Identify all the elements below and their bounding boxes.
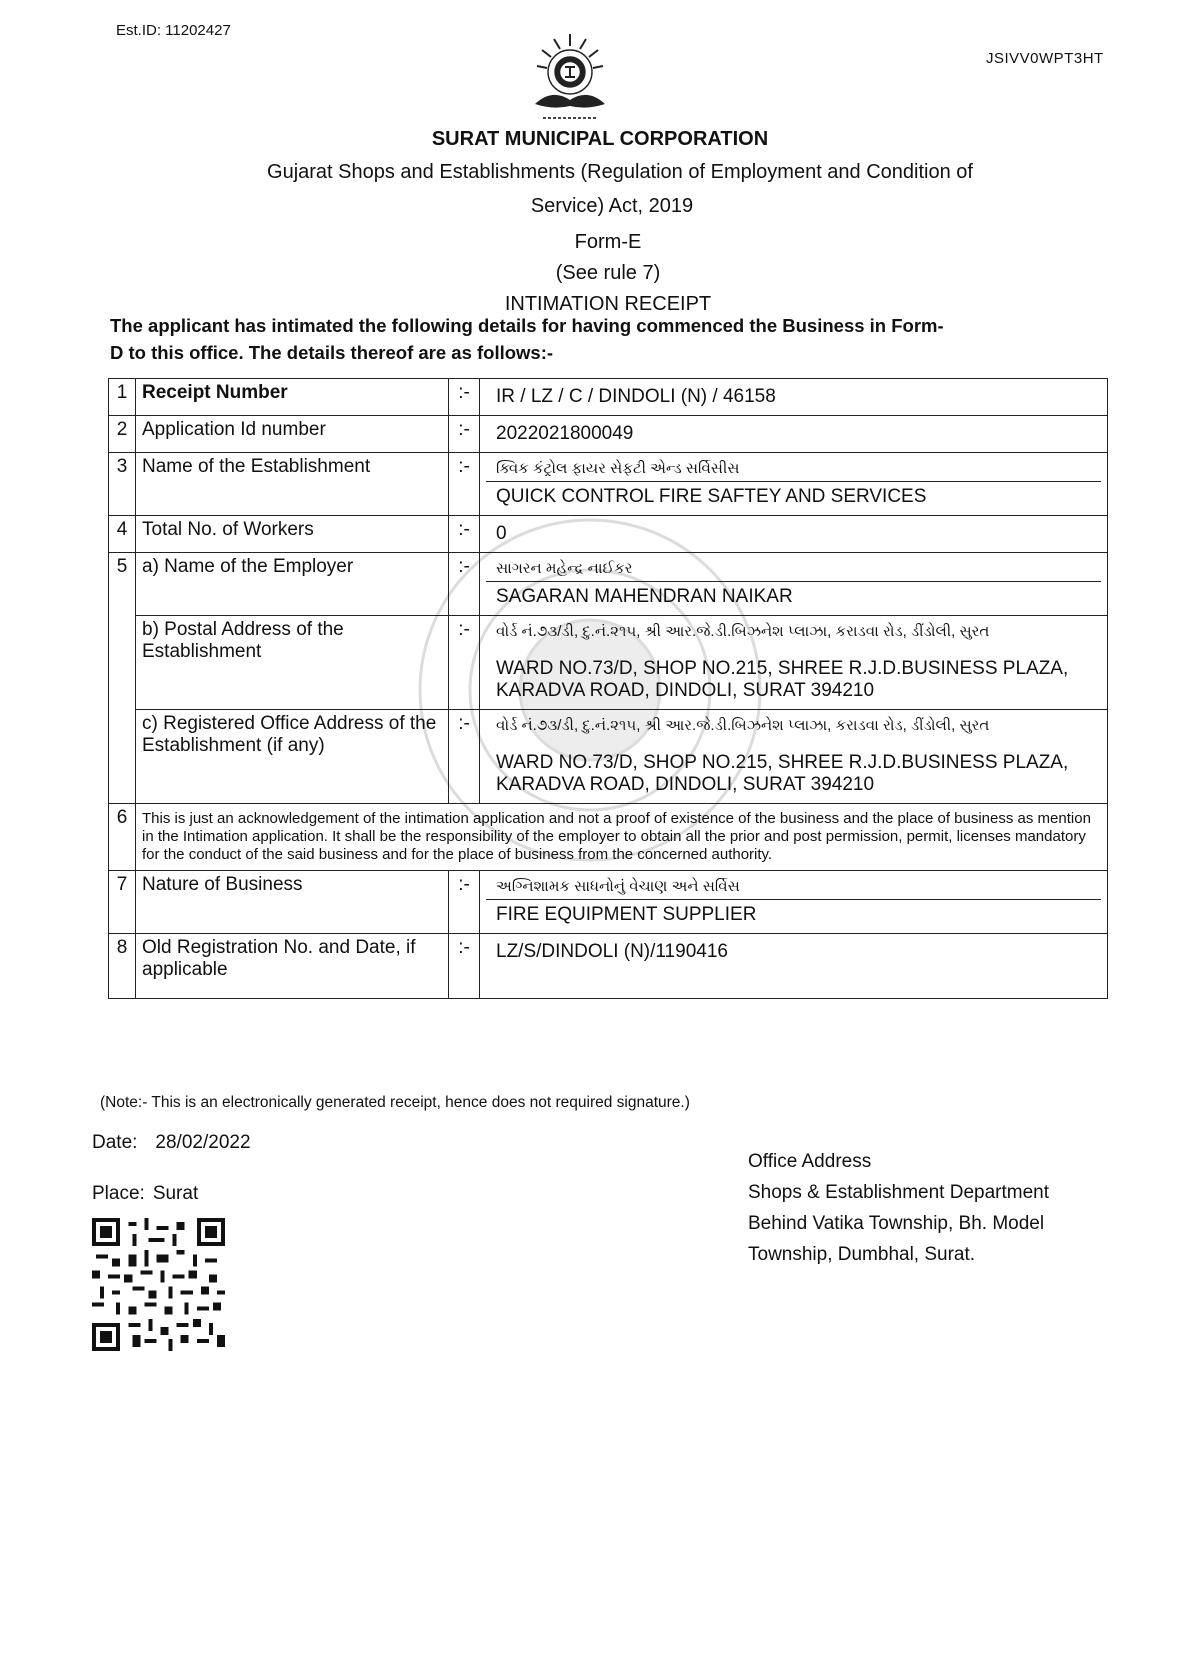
row-label: Receipt Number xyxy=(136,379,449,416)
qr-code-icon xyxy=(92,1218,225,1351)
row-label: Application Id number xyxy=(136,416,449,453)
registered-address-gujarati: વોર્ડ નં.૭૩/ડી, દુ.નં.૨૧૫, શ્રી આર.જે.ડી.બિઝનેશ પ્લાઝા, કરાડવા રોડ, ડીંડોલી, સુરત xyxy=(496,717,990,734)
registered-address-english: WARD NO.73/D, SHOP NO.215, SHREE R.J.D.BUSINESS PLAZA, KARADVA ROAD, DINDOLI, SURAT 394210 xyxy=(496,752,1069,795)
table-row xyxy=(109,553,1108,616)
row-label: Name of the Establishment xyxy=(136,453,449,516)
row-separator: :- xyxy=(449,553,480,616)
date-label: Date: xyxy=(92,1132,138,1153)
act-title-line2: Service) Act, 2019 xyxy=(530,195,694,217)
date-value: 28/02/2022 xyxy=(155,1132,251,1153)
row-separator: :- xyxy=(449,416,480,453)
place-line xyxy=(92,1183,198,1205)
row-number: 6 xyxy=(109,804,136,871)
date-line xyxy=(92,1132,251,1154)
total-workers-value: 0 xyxy=(496,523,507,544)
acknowledgement-text: This is just an acknowledgement of the intimation application and not a proof of existence of the business and the place of business as mention in the Intimation application. It shall be the responsibility of the employer to obtain all the prior and post permission, permit, licenses mandatory for the conduct of the said business and for the place of business from the concerned authority. xyxy=(136,804,1108,871)
row-number: 3 xyxy=(109,453,136,516)
row-label: Total No. of Workers xyxy=(136,516,449,553)
row-label: c) Registered Office Address of the Establishment (if any) xyxy=(136,710,449,804)
table-row xyxy=(109,416,1108,453)
row-label: Old Registration No. and Date, if applicable xyxy=(136,934,449,999)
intro-paragraph: The applicant has intimated the following details for having commenced the Business in Form-D to this office. The details thereof are as follows:- xyxy=(110,315,944,363)
electronic-receipt-note: (Note:- This is an electronically generated receipt, hence does not required signature.) xyxy=(100,1094,690,1111)
row-separator: :- xyxy=(449,453,480,516)
row-number: 1 xyxy=(109,379,136,416)
row-number: 8 xyxy=(109,934,136,999)
row-separator: :- xyxy=(449,616,480,710)
document-code: JSIVV0WPT3HT xyxy=(986,50,1104,67)
table-row xyxy=(109,710,1108,804)
table-row xyxy=(109,616,1108,710)
row-separator: :- xyxy=(449,516,480,553)
row-number: 2 xyxy=(109,416,136,453)
table-row xyxy=(109,804,1108,871)
table-row xyxy=(109,453,1108,516)
organization-title: SURAT MUNICIPAL CORPORATION xyxy=(431,128,769,150)
postal-address-gujarati: વોર્ડ નં.૭૩/ડી, દુ.નં.૨૧૫, શ્રી આર.જે.ડી.બિઝનેશ પ્લાઝા, કરાડવા રોડ, ડીંડોલી, સુરત xyxy=(496,623,990,640)
receipt-title: INTIMATION RECEIPT xyxy=(504,293,712,315)
act-title-line1: Gujarat Shops and Establishments (Regulation of Employment and Condition of xyxy=(267,161,973,183)
place-value: Surat xyxy=(152,1183,199,1204)
row-separator: :- xyxy=(449,379,480,416)
form-name: Form-E xyxy=(574,231,642,253)
row-label: a) Name of the Employer xyxy=(136,553,449,616)
row-number: 7 xyxy=(109,871,136,934)
employer-name-gujarati: સાગરન મહેન્દ્ર નાઈકર xyxy=(486,556,1101,582)
office-address xyxy=(748,1146,1049,1270)
smc-emblem-icon xyxy=(527,30,613,126)
employer-name-english: SAGARAN MAHENDRAN NAIKAR xyxy=(496,586,793,607)
office-address-line: Township, Dumbhal, Surat. xyxy=(748,1244,976,1265)
row-separator: :- xyxy=(449,710,480,804)
office-address-line: Behind Vatika Township, Bh. Model xyxy=(748,1213,1045,1234)
postal-address-english: WARD NO.73/D, SHOP NO.215, SHREE R.J.D.BUSINESS PLAZA, KARADVA ROAD, DINDOLI, SURAT 394210 xyxy=(496,658,1069,701)
establishment-name-english: QUICK CONTROL FIRE SAFTEY AND SERVICES xyxy=(496,486,927,507)
application-id-value: 2022021800049 xyxy=(496,423,634,444)
rule-reference: (See rule 7) xyxy=(555,262,661,284)
row-label: Nature of Business xyxy=(136,871,449,934)
table-row xyxy=(109,934,1108,999)
receipt-number-value: IR / LZ / C / DINDOLI (N) / 46158 xyxy=(496,386,776,407)
business-nature-gujarati: અગ્નિશામક સાધનોનું વેચાણ અને સર્વિસ xyxy=(486,874,1101,900)
office-address-title: Office Address xyxy=(748,1151,872,1172)
place-label: Place: xyxy=(92,1183,145,1204)
row-separator: :- xyxy=(449,871,480,934)
office-address-line: Shops & Establishment Department xyxy=(748,1182,1049,1203)
row-label: b) Postal Address of the Establishment xyxy=(136,616,449,710)
table-row xyxy=(109,379,1108,416)
est-id: Est.ID: 11202427 xyxy=(116,22,231,39)
details-table xyxy=(108,378,1108,999)
row-number: 5 xyxy=(109,553,136,804)
row-number: 4 xyxy=(109,516,136,553)
establishment-name-gujarati: ક્વિક કંટ્રોલ ફાયર સેફટી એન્ડ સર્વિસીસ xyxy=(486,456,1101,482)
business-nature-english: FIRE EQUIPMENT SUPPLIER xyxy=(496,904,757,925)
old-registration-value: LZ/S/DINDOLI (N)/1190416 xyxy=(496,941,728,962)
table-row xyxy=(109,871,1108,934)
table-row xyxy=(109,516,1108,553)
row-separator: :- xyxy=(449,934,480,999)
